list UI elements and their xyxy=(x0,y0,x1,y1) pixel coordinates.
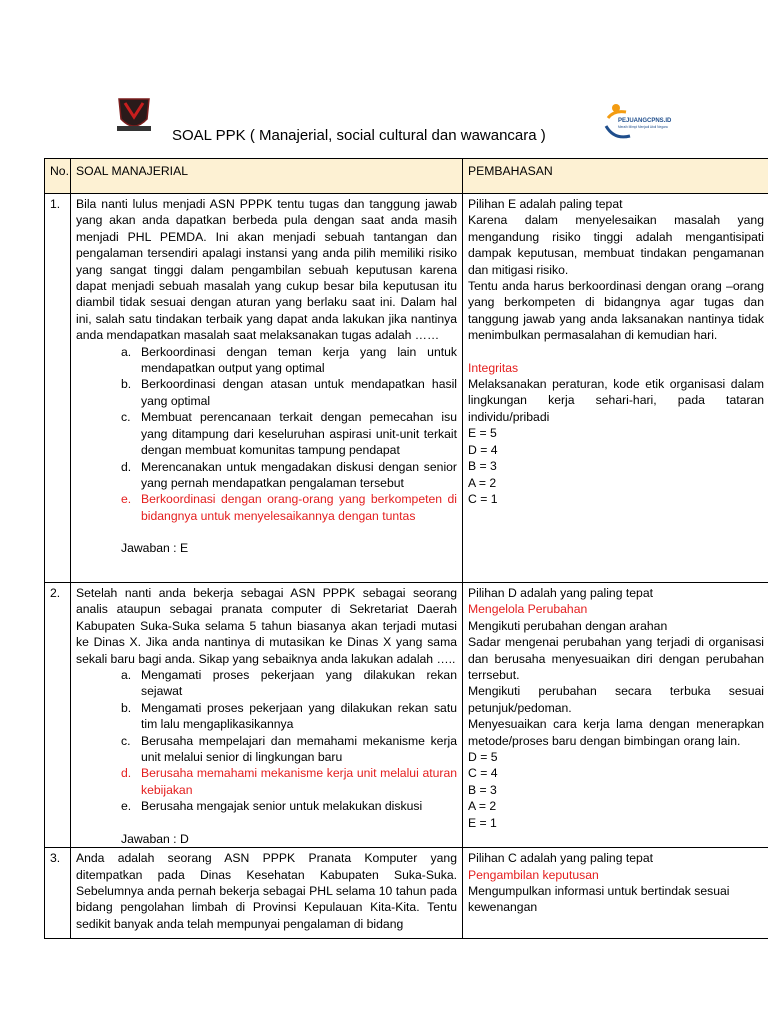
discussion-paragraph: Karena dalam menyelesaikan masalah yang mengandung risiko tinggi adalah mengantisipati dampak keputusan, membuat tindakan pengamanan dan mitigasi risiko. xyxy=(468,213,764,277)
option-letter: d. xyxy=(121,766,132,781)
header-discussion: PEMBAHASAN xyxy=(463,159,768,194)
list-item xyxy=(121,700,457,733)
table-row xyxy=(45,583,768,848)
competency-label: Mengelola Perubahan xyxy=(468,602,588,617)
score-line: C = 4 xyxy=(468,766,498,781)
question-cell xyxy=(71,194,463,583)
list-item xyxy=(121,667,457,700)
option-letter: b. xyxy=(121,377,132,392)
score-line: A = 2 xyxy=(468,799,497,814)
option-letter: d. xyxy=(121,459,132,474)
list-item xyxy=(121,733,457,766)
list-item xyxy=(121,376,457,409)
list-item xyxy=(121,344,457,377)
discussion-cell xyxy=(463,583,768,848)
discussion-paragraph: Tentu anda harus berkoordinasi dengan orang –orang yang berkompeten di bidangnya agar tugas dan tanggung jawab yang anda laksanakan nantinya tidak menimbulkan permasalahan di kemudian hari. xyxy=(468,279,764,343)
answer-text: Jawaban : D xyxy=(121,831,189,846)
row-number: 3. xyxy=(45,848,71,939)
list-item-correct xyxy=(121,765,457,798)
option-letter: c. xyxy=(121,733,131,748)
document-title: SOAL PPK ( Manajerial, social cultural dan wawancara ) xyxy=(172,127,546,144)
option-text: Mengamati proses pekerjaan yang dilakukan rekan sejawat xyxy=(141,668,457,699)
score-line: B = 3 xyxy=(468,782,497,797)
option-text: Berkoordinasi dengan orang-orang yang berkompeten di bidangnya untuk menyelesaikannya dengan tuntas xyxy=(141,492,457,523)
discussion-paragraph: Menyesuaikan cara kerja lama dengan menerapkan metode/proses baru dengan bimbingan orang lain. xyxy=(468,717,764,748)
competency-label: Pengambilan keputusan xyxy=(468,867,599,882)
discussion-cell xyxy=(463,194,768,583)
institution-logo xyxy=(113,95,155,135)
table-row xyxy=(45,848,768,939)
score-line: E = 5 xyxy=(468,426,497,441)
question-text: Anda adalah seorang ASN PPPK Pranata Komputer yang ditempatkan pada Dinas Kesehatan Kabupaten Suka-Suka. Sebelumnya anda pernah bekerja sebagai PHL selama 10 tahun pada bidang pengolahan limbah di Provinsi Kepulauan Kita-Kita. Tentu sedikit banyak anda telah mempunyai pengalaman di bidang xyxy=(76,851,457,931)
question-cell xyxy=(71,583,463,848)
list-item-correct xyxy=(121,491,457,524)
option-letter: b. xyxy=(121,700,132,715)
logo-subtext: Meraih Mimpi Menjadi Abdi Negara xyxy=(618,125,668,129)
discussion-paragraph: Sadar mengenai perubahan yang terjadi di organisasi dan berusaha menyesuaikan diri dengan perubahan terrsebut. xyxy=(468,635,764,683)
discussion-paragraph: Mengikuti perubahan secara terbuka sesuai petunjuk/pedoman. xyxy=(468,684,764,715)
option-text: Berusaha mempelajari dan memahami mekanisme kerja unit melalui senior di lingkungan baru xyxy=(141,733,457,765)
option-text: Membuat perencanaan terkait dengan pemecahan isu yang ditampung dari keseluruhan aspirasi unit-unit terkait dengan membuat komunitas tampung pendapat xyxy=(141,410,457,458)
score-line: D = 4 xyxy=(468,442,498,457)
pejuangcpns-logo xyxy=(604,100,674,144)
correct-choice: Pilihan D adalah yang paling tepat xyxy=(468,586,653,600)
option-letter: a. xyxy=(121,668,132,683)
correct-choice: Pilihan C adalah yang paling tepat xyxy=(468,851,653,866)
header-question: SOAL MANAJERIAL xyxy=(71,159,463,194)
score-line: E = 1 xyxy=(468,815,497,830)
question-table xyxy=(44,158,768,939)
table-header-row xyxy=(45,159,768,194)
list-item xyxy=(121,409,457,458)
question-cell xyxy=(71,848,463,939)
row-number: 2. xyxy=(45,583,71,848)
score-line: A = 2 xyxy=(468,475,497,490)
discussion-paragraph: Mengikuti perubahan dengan arahan xyxy=(468,618,668,633)
option-text: Merencanakan untuk mengadakan diskusi dengan senior yang pernah mendapatkan pengalaman tersebut xyxy=(141,459,457,490)
answer-text: Jawaban : E xyxy=(121,541,189,556)
score-line: B = 3 xyxy=(468,459,497,474)
list-item xyxy=(121,798,457,814)
logo-text: PEJUANGCPNS.ID xyxy=(618,118,672,124)
option-text: Berusaha memahami mekanisme kerja unit melalui aturan kebijakan xyxy=(141,766,457,797)
option-text: Berkoordinasi dengan atasan untuk mendapatkan hasil yang optimal xyxy=(141,377,457,408)
list-item xyxy=(121,459,457,492)
option-letter: a. xyxy=(121,344,132,359)
score-line: C = 1 xyxy=(468,491,498,506)
option-text: Mengamati proses pekerjaan yang dilakukan rekan satu tim lalu mengaplikasikannya xyxy=(141,700,457,732)
row-number: 1. xyxy=(45,194,71,583)
options-list xyxy=(76,667,457,815)
header-no: No. xyxy=(45,159,71,194)
score-line: D = 5 xyxy=(468,750,498,765)
correct-choice: Pilihan E adalah paling tepat xyxy=(468,197,623,211)
discussion-paragraph: Melaksanakan peraturan, kode etik organisasi dalam lingkungan kerja sehari-hari, pada tataran individu/pribadi xyxy=(468,377,764,424)
option-letter: e. xyxy=(121,492,132,507)
question-text: Bila nanti lulus menjadi ASN PPPK tentu tugas dan tanggung jawab yang akan anda dapatkan berbeda pula dengan saat anda masih menjadi PHL PEMDA. Ini akan menjadi sebuah tantangan dan pengalaman tersendiri apalagi instansi yang anda pilih memiliki risiko yang sangat tinggi dalam pengambilan sebuah keputusan karena dapat menjadi sebuah masalah yang cukup besar bila keputusan itu diambil tidak sesuai dengan aturan yang berlaku saat ini. Dalam hal ini, salah satu tindakan terbaik yang dapat anda lakukan jika nantinya anda mendapatkan masalah saat melaksanakan tugas adalah …… xyxy=(76,197,457,343)
discussion-paragraph: Mengumpulkan informasi untuk bertindak sesuai kewenangan xyxy=(468,883,730,915)
options-list xyxy=(76,344,457,524)
option-letter: c. xyxy=(121,410,131,425)
table-row xyxy=(45,194,768,583)
competency-label: Integritas xyxy=(468,360,519,375)
option-letter: e. xyxy=(121,799,132,814)
option-text: Berusaha mengajak senior untuk melakukan diskusi xyxy=(141,799,423,814)
discussion-cell xyxy=(463,848,768,939)
question-text: Setelah nanti anda bekerja sebagai ASN PPPK sebagai seorang analis ataupun sebagai pranata computer di Sekretariat Daerah Kabupaten Suka-Suka selama 5 tahun biasanya akan terjadi mutasi ke Dinas X. Jika anda nantinya di mutasikan ke Dinas X yang sama sekali baru bagi anda. Sikap yang sebaiknya anda lakukan adalah ….. xyxy=(76,586,457,666)
option-text: Berkoordinasi dengan teman kerja yang lain untuk mendapatkan output yang optimal xyxy=(141,344,457,376)
